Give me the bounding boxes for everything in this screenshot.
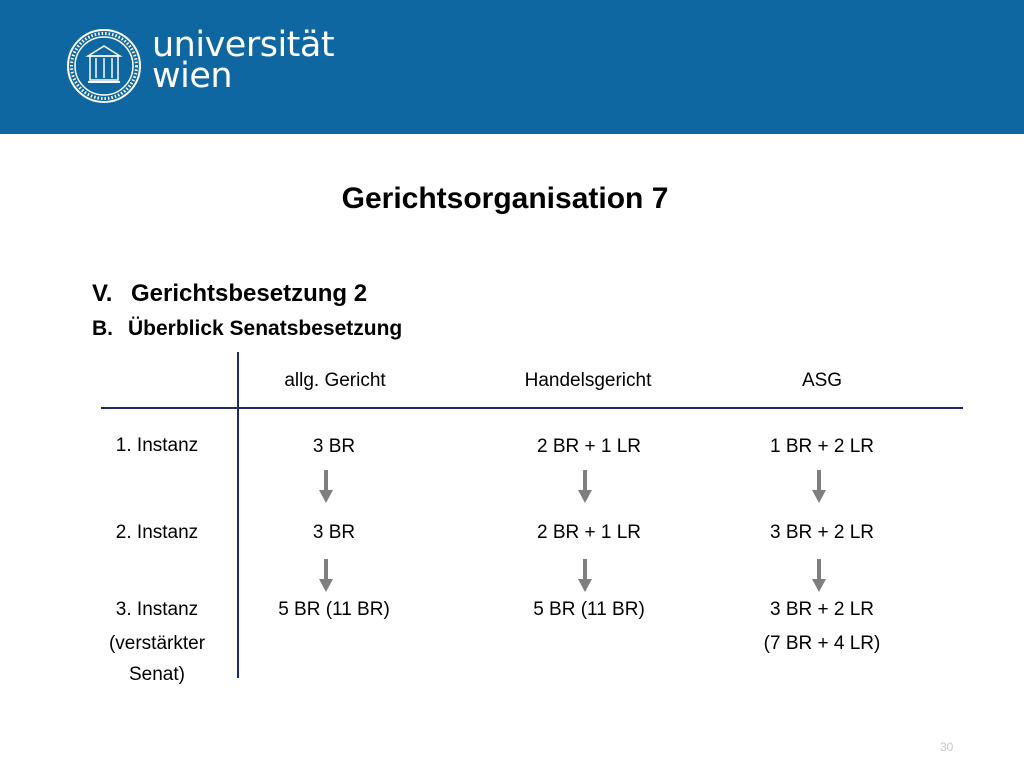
page-number: 30 (940, 740, 954, 754)
cell-r3-asg: 3 BR + 2 LR (769, 599, 875, 620)
down-arrow-icon (318, 470, 334, 503)
section-b-number: B. (92, 317, 113, 340)
cell-r2-asg: 3 BR + 2 LR (769, 522, 875, 543)
section-heading-v (92, 280, 367, 308)
slide-title: Gerichtsorganisation 7 (341, 182, 669, 215)
column-header-handelsgericht: Handelsgericht (524, 370, 652, 391)
section-v-number: V. (92, 280, 113, 307)
down-arrow-icon (811, 559, 827, 592)
row-label-1-instanz: 1. Instanz (115, 435, 199, 456)
column-header-allg-gericht: allg. Gericht (284, 370, 386, 391)
cell-r1-asg: 1 BR + 2 LR (769, 436, 875, 457)
down-arrow-icon (811, 470, 827, 503)
section-v-title: Gerichtsbesetzung 2 (131, 280, 368, 307)
row-label-3-instanz-note: (verstärkter Senat) (108, 633, 206, 685)
down-arrow-icon (577, 559, 593, 592)
down-arrow-icon (318, 559, 334, 592)
header-bar (0, 0, 1024, 134)
brand-line-2: wien (152, 56, 233, 96)
column-header-asg: ASG (801, 370, 843, 391)
row-label-2-instanz: 2. Instanz (115, 522, 199, 543)
cell-r1-allg-gericht: 3 BR (312, 436, 356, 457)
cell-r2-allg-gericht: 3 BR (312, 522, 356, 543)
row-label-3-instanz: 3. Instanz (115, 599, 199, 620)
university-seal-icon (66, 28, 142, 104)
cell-r2-handelsgericht: 2 BR + 1 LR (536, 522, 642, 543)
table-vertical-divider (237, 352, 239, 678)
down-arrow-icon (577, 470, 593, 503)
cell-r3-handelsgericht: 5 BR (11 BR) (533, 599, 645, 620)
cell-r3-allg-gericht: 5 BR (11 BR) (278, 599, 390, 620)
section-heading-b (92, 317, 402, 341)
table-horizontal-divider (101, 407, 963, 409)
brand-line-1: universität (152, 25, 335, 65)
cell-r3-asg-note: (7 BR + 4 LR) (763, 633, 881, 654)
university-wordmark (152, 25, 335, 96)
cell-r1-handelsgericht: 2 BR + 1 LR (536, 436, 642, 457)
section-b-title: Überblick Senatsbesetzung (128, 317, 403, 340)
